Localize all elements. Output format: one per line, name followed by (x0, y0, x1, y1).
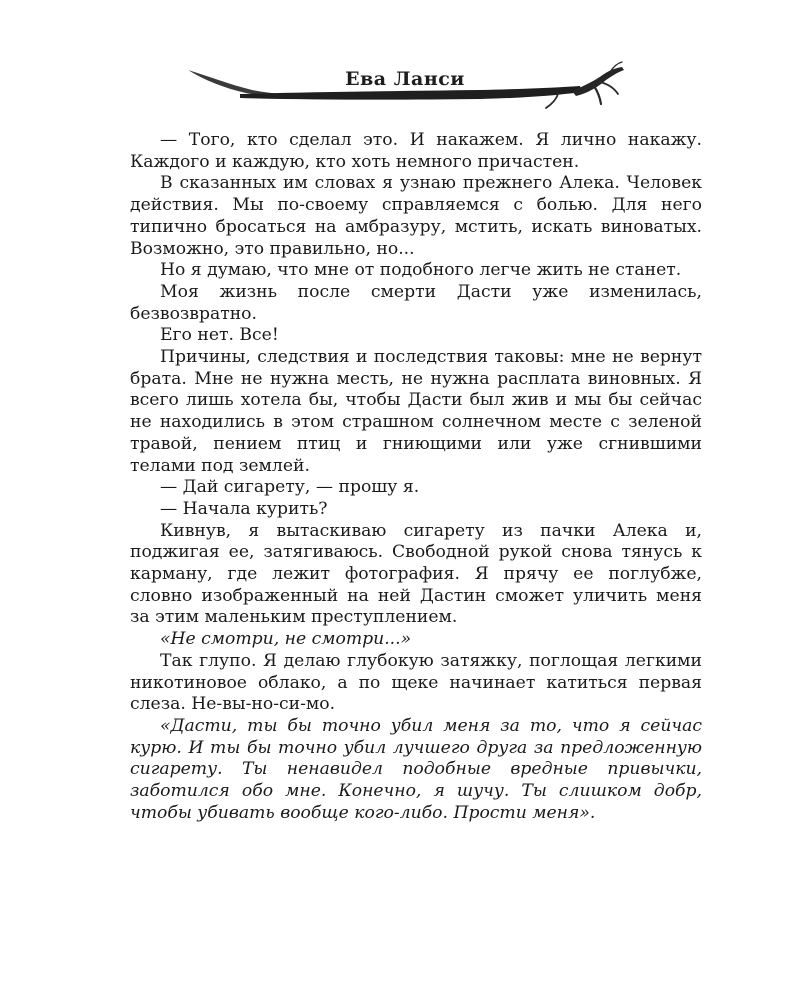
paragraph: Но я думаю, что мне от подобного легче жить не станет. (160, 260, 682, 281)
italic-paragraph: «Дасти, ты бы точно убил меня за то, что я сейчас курю. И ты бы точно убил лучшего друга за предложенную сигарету. Ты ненавидел подобные вредные привычки, заботился обо мне. Конечно, я шучу. Ты слишком добр, чтобы убивать вообще кого-либо. Прости меня». (130, 715, 702, 823)
paragraph: — Начала курить? (160, 498, 328, 519)
paragraph: Его нет. Все! (160, 325, 279, 346)
paragraph: Кивнув, я вытаскиваю сигарету из пачки Алека и, поджигая ее, затягиваюсь. Свободной рукой снова тянусь к карману, где лежит фотография. Я прячу ее поглубже, словно изображенный на ней Дастин сможет уличить меня за этим маленьким преступлением. (130, 520, 702, 628)
author-name: Ева Ланси (345, 68, 465, 90)
running-header (180, 58, 630, 118)
paragraph: — Дай сигарету, — прошу я. (160, 477, 420, 498)
text-body (130, 130, 702, 825)
paragraph: — Того, кто сделал это. И накажем. Я лично накажу. Каждого и каждую, кто хоть немного причастен. (130, 130, 702, 172)
paragraph: В сказанных им словах я узнаю прежнего Алека. Человек действия. Мы по-своему справляемся с болью. Для него типично бросаться на амбразуру, мстить, искать виноватых. Возможно, это правильно, но... (130, 173, 702, 259)
italic-paragraph: «Не смотри, не смотри...» (160, 629, 412, 650)
paragraph: Моя жизнь после смерти Дасти уже изменилась, безвозвратно. (130, 281, 702, 324)
paragraph: Так глупо. Я делаю глубокую затяжку, поглощая легкими никотиновое облако, а по щеке начинает катиться первая слеза. Не-вы-но-си-мо. (130, 650, 702, 715)
paragraph: Причины, следствия и последствия таковы: мне не вернут брата. Мне не нужна месть, не нужна расплата виновных. Я всего лишь хотела бы, чтобы Дасти был жив и мы бы сейчас не находились в этом страшном солнечном месте с зеленой травой, пением птиц и гниющими или уже сгнившими телами под землей. (130, 347, 702, 476)
